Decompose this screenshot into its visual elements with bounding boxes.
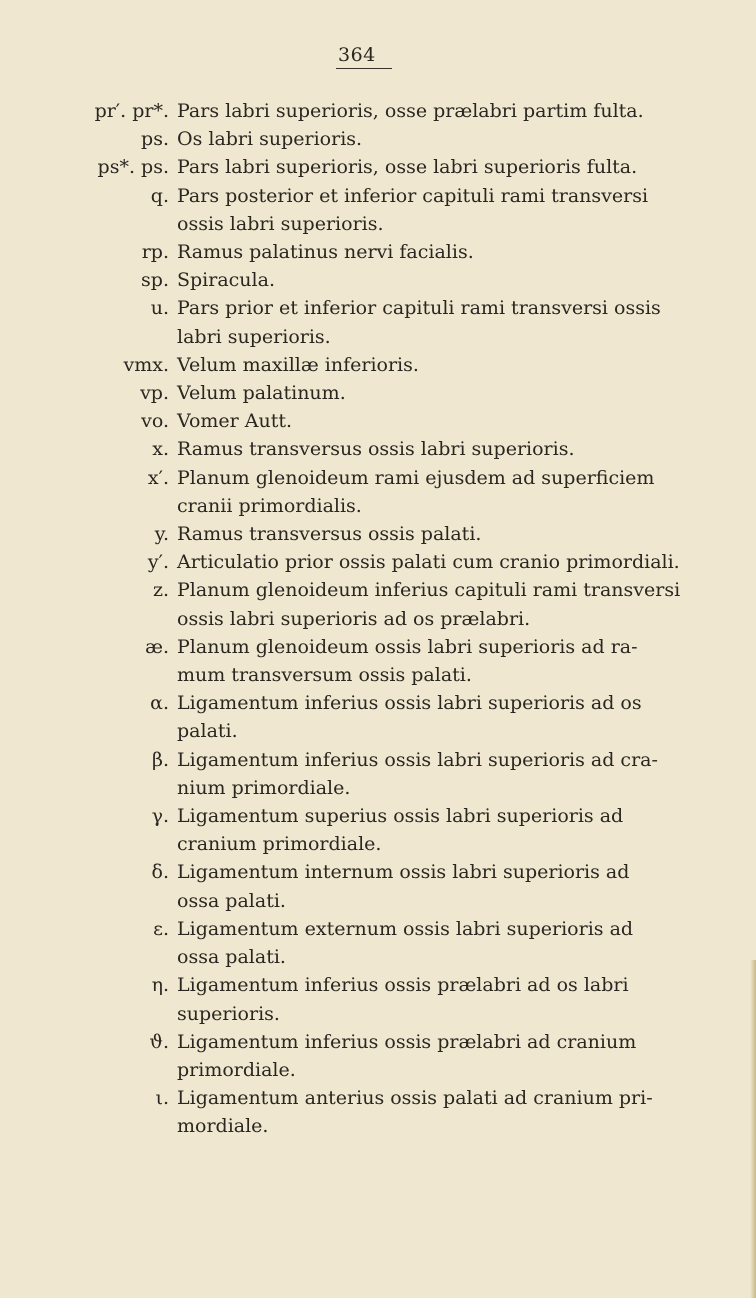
- legend-entry: [0, 435, 756, 463]
- legend-entry-description: [177, 1084, 737, 1140]
- legend-entry: [0, 520, 756, 548]
- legend-entry-description: [177, 153, 737, 181]
- legend-entry-label: δ.: [151, 861, 169, 884]
- legend-entry-label: pr′. pr*.: [94, 100, 169, 122]
- legend-entry-label: sp.: [141, 269, 169, 292]
- legend-entry-label: vp.: [140, 382, 169, 405]
- legend-entry-label: ε.: [153, 917, 169, 940]
- legend-entry-description: [177, 182, 737, 238]
- legend-entry: [0, 125, 756, 153]
- description-line: ossis labri superioris.: [177, 212, 384, 235]
- description-line: nium primordiale.: [177, 776, 351, 799]
- legend-entry: [0, 379, 756, 407]
- description-line: cranium primordiale.: [177, 833, 382, 856]
- legend-entry: [0, 633, 756, 689]
- page-number-underline: [336, 68, 392, 69]
- description-line: Pars prior et inferior capituli rami transversi ossis: [177, 297, 661, 320]
- legend-entry-label: ϑ.: [149, 1030, 169, 1053]
- description-line: Pars labri superioris, osse labri superioris fulta.: [177, 156, 638, 179]
- legend-entry: [0, 1028, 756, 1084]
- page-edge-shadow: [750, 960, 756, 1298]
- legend-entry-description: [177, 294, 737, 350]
- legend-entry-label: rp.: [141, 241, 169, 264]
- description-line: Pars posterior et inferior capituli rami transversi: [177, 184, 649, 207]
- legend-entry-label: vmx.: [123, 353, 169, 376]
- legend-entry-label: ι.: [155, 1087, 169, 1110]
- legend-entry: [0, 915, 756, 971]
- description-line: Pars labri superioris, osse prælabri partim fulta.: [177, 100, 644, 122]
- legend-entry: [0, 576, 756, 632]
- description-line: Planum glenoideum inferius capituli rami transversi: [177, 579, 681, 602]
- legend-entry: [0, 238, 756, 266]
- legend-entry-description: [177, 125, 737, 153]
- legend-entry: [0, 153, 756, 181]
- legend-entry-description: [177, 97, 737, 125]
- description-line: Vomer Autt.: [177, 410, 293, 433]
- legend-entry-description: [177, 407, 737, 435]
- description-line: Spiracula.: [177, 269, 275, 292]
- description-line: Planum glenoideum rami ejusdem ad superficiem: [177, 466, 655, 489]
- description-line: cranii primordialis.: [177, 494, 362, 517]
- legend-entry-description: [177, 548, 737, 576]
- legend-entry-description: [177, 520, 737, 548]
- legend-entry: [0, 182, 756, 238]
- description-line: primordiale.: [177, 1058, 296, 1081]
- description-line: Ligamentum inferius ossis labri superioris ad os: [177, 692, 642, 715]
- legend-entry-description: [177, 689, 737, 745]
- legend-entry-description: [177, 915, 737, 971]
- legend-entry-description: [177, 266, 737, 294]
- legend-entry-label: vo.: [141, 410, 169, 433]
- description-line: ossa palati.: [177, 946, 286, 969]
- legend-entry: [0, 689, 756, 745]
- legend-entry-description: [177, 1028, 737, 1084]
- description-line: Ligamentum inferius ossis prælabri ad cranium: [177, 1030, 637, 1053]
- legend-entry-label: y.: [154, 523, 169, 546]
- description-line: ossis labri superioris ad os prælabri.: [177, 607, 531, 630]
- description-line: Ramus transversus ossis palati.: [177, 523, 482, 546]
- legend-entry-label: u.: [150, 297, 169, 320]
- description-line: Ligamentum externum ossis labri superioris ad: [177, 917, 634, 940]
- legend-entry-label: z.: [152, 579, 169, 602]
- description-line: labri superioris.: [177, 325, 331, 348]
- legend-entry-description: [177, 435, 737, 463]
- legend-entry: [0, 858, 756, 914]
- description-line: mum transversum ossis palati.: [177, 664, 472, 687]
- legend-entry-description: [177, 576, 737, 632]
- legend-entry-label: ps.: [141, 128, 169, 151]
- legend-entry: [0, 351, 756, 379]
- legend-entry-label: α.: [150, 692, 169, 715]
- description-line: Planum glenoideum ossis labri superioris ad ra-: [177, 635, 638, 658]
- description-line: Velum maxillæ inferioris.: [177, 353, 419, 376]
- description-line: Ligamentum superius ossis labri superioris ad: [177, 805, 624, 828]
- description-line: Ligamentum anterius ossis palati ad cranium pri-: [177, 1087, 653, 1110]
- legend-entry-description: [177, 633, 737, 689]
- description-line: Ligamentum inferius ossis prælabri ad os labri: [177, 974, 629, 997]
- legend-entry: [0, 97, 756, 125]
- legend-entry-description: [177, 464, 737, 520]
- legend-entry-label: η.: [151, 974, 169, 997]
- description-line: Articulatio prior ossis palati cum cranio primordiali.: [177, 551, 680, 574]
- legend-entry: [0, 294, 756, 350]
- description-line: Ramus palatinus nervi facialis.: [177, 241, 474, 264]
- legend-entry-description: [177, 802, 737, 858]
- legend-entry: [0, 407, 756, 435]
- legend-entry-description: [177, 858, 737, 914]
- description-line: ossa palati.: [177, 889, 286, 912]
- legend-entry-label: y′.: [147, 551, 169, 574]
- page-number: 364: [338, 44, 376, 66]
- legend-entry-description: [177, 746, 737, 802]
- legend-entry-description: [177, 351, 737, 379]
- legend-entry: [0, 802, 756, 858]
- legend-entry-label: β.: [151, 748, 169, 771]
- legend-list: [0, 97, 756, 1141]
- legend-entry-description: [177, 238, 737, 266]
- description-line: Ramus transversus ossis labri superioris.: [177, 438, 575, 461]
- legend-entry: [0, 1084, 756, 1140]
- description-line: Ligamentum internum ossis labri superioris ad: [177, 861, 630, 884]
- legend-entry-label: ps*. ps.: [97, 156, 169, 179]
- description-line: Os labri superioris.: [177, 128, 363, 151]
- legend-entry: [0, 971, 756, 1027]
- legend-entry: [0, 464, 756, 520]
- legend-entry-label: x′.: [147, 466, 169, 489]
- legend-entry: [0, 746, 756, 802]
- legend-entry-label: æ.: [145, 635, 169, 658]
- legend-entry-label: x.: [152, 438, 169, 461]
- description-line: superioris.: [177, 1002, 280, 1025]
- description-line: Velum palatinum.: [177, 382, 346, 405]
- legend-entry-description: [177, 971, 737, 1027]
- description-line: mordiale.: [177, 1115, 269, 1138]
- legend-entry-label: γ.: [151, 805, 169, 828]
- legend-entry-description: [177, 379, 737, 407]
- legend-entry: [0, 548, 756, 576]
- legend-entry-label: q.: [150, 184, 169, 207]
- legend-entry: [0, 266, 756, 294]
- description-line: Ligamentum inferius ossis labri superioris ad cra-: [177, 748, 658, 771]
- description-line: palati.: [177, 720, 238, 743]
